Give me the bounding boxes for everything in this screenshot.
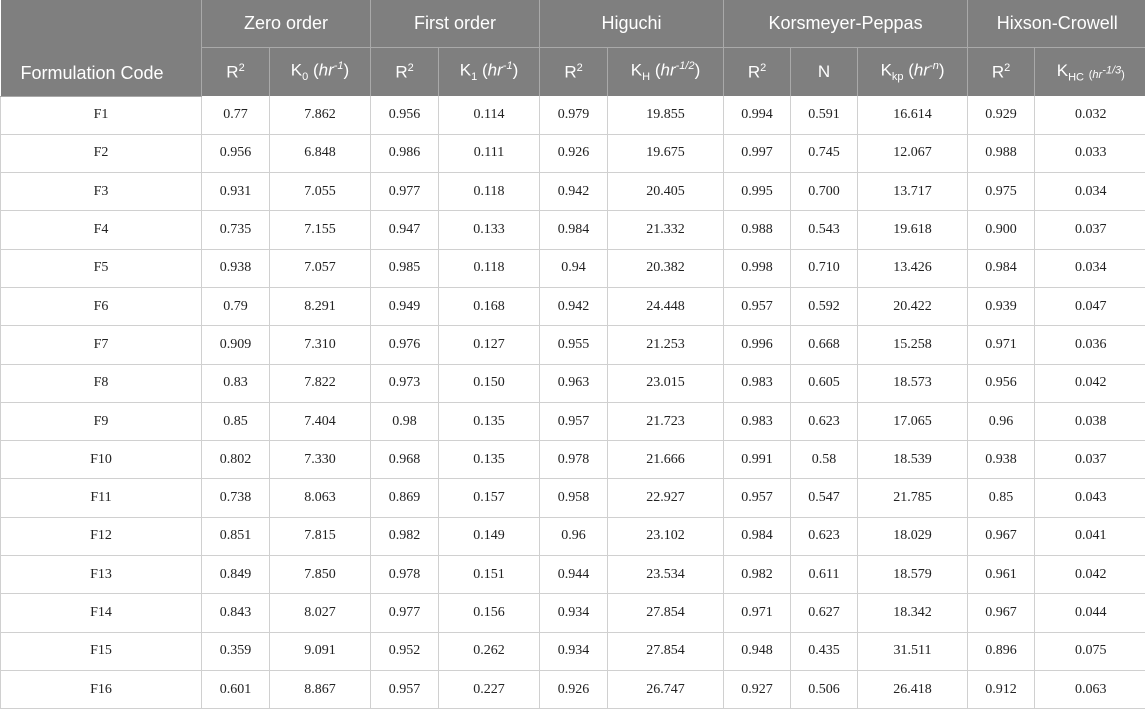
k1-cell: 0.114	[439, 96, 540, 134]
higuchi-r2-header: $R^2$	[540, 48, 608, 97]
korsmeyer-peppas-r2-header: $R^2$	[724, 48, 791, 97]
hixson-crowell-r2-cell: 0.929	[968, 96, 1035, 134]
hixson-crowell-r2-cell: 0.984	[968, 249, 1035, 287]
first-order-r2-cell: 0.985	[371, 249, 439, 287]
zero-order-r2-cell: 0.849	[202, 556, 270, 594]
higuchi-r2-cell: 0.955	[540, 326, 608, 364]
table-header	[1, 0, 1145, 96]
k1-header: $K_1$ $(hr^{-1})$	[439, 48, 540, 97]
n-cell: 0.592	[791, 287, 858, 325]
k1-cell: 0.135	[439, 441, 540, 479]
korsmeyer-peppas-r2-cell: 0.996	[724, 326, 791, 364]
hixson-crowell-r2-cell: 0.967	[968, 594, 1035, 632]
higuchi-r2-cell: 0.979	[540, 96, 608, 134]
hixson-crowell-r2-cell: 0.971	[968, 326, 1035, 364]
first-order-r2-cell: 0.986	[371, 134, 439, 172]
k0-cell: 7.862	[270, 96, 371, 134]
kh-cell: 27.854	[608, 632, 724, 670]
kh-cell: 23.534	[608, 556, 724, 594]
kh-cell: 27.854	[608, 594, 724, 632]
khc-cell: 0.042	[1035, 556, 1145, 594]
table-body	[1, 96, 1145, 709]
hixson-crowell-r2-cell: 0.961	[968, 556, 1035, 594]
formulation-code-cell: F6	[1, 287, 202, 325]
kh-cell: 20.382	[608, 249, 724, 287]
hixson-crowell-r2-cell: 0.988	[968, 134, 1035, 172]
k1-cell: 0.151	[439, 556, 540, 594]
n-cell: 0.623	[791, 402, 858, 440]
korsmeyer-peppas-r2-cell: 0.957	[724, 479, 791, 517]
k1-cell: 0.157	[439, 479, 540, 517]
kh-cell: 19.675	[608, 134, 724, 172]
k0-cell: 7.057	[270, 249, 371, 287]
formulation-code-cell: F15	[1, 632, 202, 670]
formulation-code-cell: F7	[1, 326, 202, 364]
kkp-cell: 15.258	[858, 326, 968, 364]
kkp-header: $K_{kp}$ $(hr^{-n})$	[858, 48, 968, 97]
kkp-cell: 19.618	[858, 211, 968, 249]
k1-cell: 0.118	[439, 249, 540, 287]
n-header: N	[791, 48, 858, 97]
higuchi-r2-cell: 0.934	[540, 594, 608, 632]
k1-cell: 0.118	[439, 173, 540, 211]
khc-cell: 0.041	[1035, 517, 1145, 555]
k0-cell: 9.091	[270, 632, 371, 670]
zero-order-r2-cell: 0.909	[202, 326, 270, 364]
kh-cell: 26.747	[608, 670, 724, 708]
kkp-cell: 12.067	[858, 134, 968, 172]
zero-order-r2-cell: 0.77	[202, 96, 270, 134]
first-order-r2-cell: 0.98	[371, 402, 439, 440]
k1-cell: 0.227	[439, 670, 540, 708]
n-cell: 0.605	[791, 364, 858, 402]
kh-cell: 23.102	[608, 517, 724, 555]
kkp-cell: 13.717	[858, 173, 968, 211]
first-order-r2-cell: 0.968	[371, 441, 439, 479]
korsmeyer-peppas-header: Korsmeyer-Peppas	[724, 0, 968, 48]
hixson-crowell-r2-cell: 0.938	[968, 441, 1035, 479]
formulation-code-cell: F16	[1, 670, 202, 708]
hixson-crowell-r2-cell: 0.956	[968, 364, 1035, 402]
hixson-crowell-r2-cell: 0.896	[968, 632, 1035, 670]
n-cell: 0.668	[791, 326, 858, 364]
higuchi-r2-cell: 0.94	[540, 249, 608, 287]
zero-order-r2-cell: 0.843	[202, 594, 270, 632]
n-cell: 0.745	[791, 134, 858, 172]
higuchi-header: Higuchi	[540, 0, 724, 48]
higuchi-r2-cell: 0.984	[540, 211, 608, 249]
khc-cell: 0.044	[1035, 594, 1145, 632]
k0-cell: 7.815	[270, 517, 371, 555]
zero-order-r2-cell: 0.738	[202, 479, 270, 517]
k0-header: $K_0$ $(hr^{-1})$	[270, 48, 371, 97]
khc-cell: 0.033	[1035, 134, 1145, 172]
first-order-r2-cell: 0.947	[371, 211, 439, 249]
table-row	[1, 556, 1145, 594]
k0-cell: 7.850	[270, 556, 371, 594]
formulation-code-cell: F5	[1, 249, 202, 287]
table-row	[1, 632, 1145, 670]
korsmeyer-peppas-r2-cell: 0.982	[724, 556, 791, 594]
formulation-code-header: Formulation Code	[1, 0, 202, 96]
table-row	[1, 249, 1145, 287]
k1-cell: 0.127	[439, 326, 540, 364]
higuchi-r2-cell: 0.963	[540, 364, 608, 402]
n-cell: 0.700	[791, 173, 858, 211]
n-cell: 0.58	[791, 441, 858, 479]
k0-cell: 7.822	[270, 364, 371, 402]
first-order-r2-cell: 0.869	[371, 479, 439, 517]
higuchi-r2-cell: 0.958	[540, 479, 608, 517]
khc-cell: 0.034	[1035, 249, 1145, 287]
first-order-r2-header: $R^2$	[371, 48, 439, 97]
hixson-crowell-r2-cell: 0.96	[968, 402, 1035, 440]
kh-cell: 21.666	[608, 441, 724, 479]
zero-order-r2-cell: 0.851	[202, 517, 270, 555]
formulation-code-cell: F4	[1, 211, 202, 249]
hixson-crowell-r2-cell: 0.967	[968, 517, 1035, 555]
formulation-code-cell: F1	[1, 96, 202, 134]
k1-cell: 0.156	[439, 594, 540, 632]
zero-order-r2-cell: 0.956	[202, 134, 270, 172]
kkp-cell: 13.426	[858, 249, 968, 287]
higuchi-r2-cell: 0.942	[540, 287, 608, 325]
korsmeyer-peppas-r2-cell: 0.984	[724, 517, 791, 555]
zero-order-header: Zero order	[202, 0, 371, 48]
first-order-r2-cell: 0.976	[371, 326, 439, 364]
table-row	[1, 441, 1145, 479]
n-cell: 0.547	[791, 479, 858, 517]
k1-cell: 0.168	[439, 287, 540, 325]
first-order-r2-cell: 0.978	[371, 556, 439, 594]
korsmeyer-peppas-r2-cell: 0.983	[724, 402, 791, 440]
hixson-crowell-r2-cell: 0.939	[968, 287, 1035, 325]
korsmeyer-peppas-r2-cell: 0.957	[724, 287, 791, 325]
kh-cell: 19.855	[608, 96, 724, 134]
higuchi-r2-cell: 0.926	[540, 670, 608, 708]
k1-cell: 0.149	[439, 517, 540, 555]
k0-cell: 6.848	[270, 134, 371, 172]
table-row	[1, 211, 1145, 249]
hixson-crowell-r2-cell: 0.912	[968, 670, 1035, 708]
khc-cell: 0.037	[1035, 441, 1145, 479]
table-row	[1, 594, 1145, 632]
kkp-cell: 31.511	[858, 632, 968, 670]
kkp-cell: 18.579	[858, 556, 968, 594]
first-order-r2-cell: 0.957	[371, 670, 439, 708]
korsmeyer-peppas-r2-cell: 0.927	[724, 670, 791, 708]
hixson-crowell-r2-cell: 0.900	[968, 211, 1035, 249]
zero-order-r2-cell: 0.938	[202, 249, 270, 287]
table-row	[1, 479, 1145, 517]
zero-order-r2-cell: 0.85	[202, 402, 270, 440]
khc-cell: 0.075	[1035, 632, 1145, 670]
k0-cell: 7.055	[270, 173, 371, 211]
korsmeyer-peppas-r2-cell: 0.991	[724, 441, 791, 479]
table-row	[1, 402, 1145, 440]
korsmeyer-peppas-r2-cell: 0.995	[724, 173, 791, 211]
k0-cell: 7.330	[270, 441, 371, 479]
kkp-cell: 16.614	[858, 96, 968, 134]
k1-cell: 0.133	[439, 211, 540, 249]
formulation-code-cell: F14	[1, 594, 202, 632]
first-order-r2-cell: 0.982	[371, 517, 439, 555]
khc-cell: 0.037	[1035, 211, 1145, 249]
formulation-code-cell: F13	[1, 556, 202, 594]
hixson-crowell-header: Hixson-Crowell	[968, 0, 1145, 48]
hixson-crowell-r2-cell: 0.85	[968, 479, 1035, 517]
n-cell: 0.543	[791, 211, 858, 249]
kkp-cell: 26.418	[858, 670, 968, 708]
k1-cell: 0.111	[439, 134, 540, 172]
higuchi-r2-cell: 0.942	[540, 173, 608, 211]
zero-order-r2-cell: 0.79	[202, 287, 270, 325]
k0-cell: 7.310	[270, 326, 371, 364]
kh-cell: 21.723	[608, 402, 724, 440]
zero-order-r2-cell: 0.931	[202, 173, 270, 211]
formulation-code-cell: F2	[1, 134, 202, 172]
zero-order-r2-header: $R^2$	[202, 48, 270, 97]
table-row	[1, 670, 1145, 708]
first-order-header: First order	[371, 0, 540, 48]
table-row	[1, 96, 1145, 134]
kh-header: $K_H$ $(hr^{-1/2})$	[608, 48, 724, 97]
table-row	[1, 326, 1145, 364]
k0-cell: 7.404	[270, 402, 371, 440]
k1-cell: 0.150	[439, 364, 540, 402]
first-order-r2-cell: 0.977	[371, 173, 439, 211]
formulation-code-cell: F10	[1, 441, 202, 479]
higuchi-r2-cell: 0.926	[540, 134, 608, 172]
k0-cell: 8.063	[270, 479, 371, 517]
kh-cell: 20.405	[608, 173, 724, 211]
formulation-code-cell: F8	[1, 364, 202, 402]
zero-order-r2-cell: 0.83	[202, 364, 270, 402]
khc-cell: 0.034	[1035, 173, 1145, 211]
khc-cell: 0.043	[1035, 479, 1145, 517]
korsmeyer-peppas-r2-cell: 0.948	[724, 632, 791, 670]
formulation-code-cell: F3	[1, 173, 202, 211]
formulation-code-cell: F12	[1, 517, 202, 555]
khc-header: $K_{HC}$ $(hr^{-1/3})$	[1035, 48, 1145, 97]
table-row	[1, 517, 1145, 555]
table-row	[1, 134, 1145, 172]
zero-order-r2-cell: 0.359	[202, 632, 270, 670]
table-row	[1, 173, 1145, 211]
kkp-cell: 18.342	[858, 594, 968, 632]
kh-cell: 23.015	[608, 364, 724, 402]
khc-cell: 0.042	[1035, 364, 1145, 402]
kkp-cell: 18.029	[858, 517, 968, 555]
table-row	[1, 364, 1145, 402]
khc-cell: 0.032	[1035, 96, 1145, 134]
k0-cell: 7.155	[270, 211, 371, 249]
first-order-r2-cell: 0.956	[371, 96, 439, 134]
hixson-crowell-r2-cell: 0.975	[968, 173, 1035, 211]
khc-cell: 0.047	[1035, 287, 1145, 325]
formulation-code-cell: F11	[1, 479, 202, 517]
k1-cell: 0.135	[439, 402, 540, 440]
n-cell: 0.435	[791, 632, 858, 670]
kkp-cell: 18.539	[858, 441, 968, 479]
khc-cell: 0.038	[1035, 402, 1145, 440]
k0-cell: 8.291	[270, 287, 371, 325]
zero-order-r2-cell: 0.601	[202, 670, 270, 708]
zero-order-r2-cell: 0.802	[202, 441, 270, 479]
n-cell: 0.627	[791, 594, 858, 632]
k0-cell: 8.027	[270, 594, 371, 632]
n-cell: 0.611	[791, 556, 858, 594]
k0-cell: 8.867	[270, 670, 371, 708]
n-cell: 0.506	[791, 670, 858, 708]
n-cell: 0.591	[791, 96, 858, 134]
first-order-r2-cell: 0.977	[371, 594, 439, 632]
khc-cell: 0.036	[1035, 326, 1145, 364]
first-order-r2-cell: 0.952	[371, 632, 439, 670]
korsmeyer-peppas-r2-cell: 0.994	[724, 96, 791, 134]
kkp-cell: 21.785	[858, 479, 968, 517]
kkp-cell: 18.573	[858, 364, 968, 402]
korsmeyer-peppas-r2-cell: 0.988	[724, 211, 791, 249]
khc-cell: 0.063	[1035, 670, 1145, 708]
kkp-cell: 20.422	[858, 287, 968, 325]
korsmeyer-peppas-r2-cell: 0.983	[724, 364, 791, 402]
higuchi-r2-cell: 0.934	[540, 632, 608, 670]
kh-cell: 24.448	[608, 287, 724, 325]
kh-cell: 21.332	[608, 211, 724, 249]
k1-cell: 0.262	[439, 632, 540, 670]
higuchi-r2-cell: 0.957	[540, 402, 608, 440]
hixson-crowell-r2-header: $R^2$	[968, 48, 1035, 97]
korsmeyer-peppas-r2-cell: 0.997	[724, 134, 791, 172]
korsmeyer-peppas-r2-cell: 0.971	[724, 594, 791, 632]
first-order-r2-cell: 0.949	[371, 287, 439, 325]
formulation-code-cell: F9	[1, 402, 202, 440]
korsmeyer-peppas-r2-cell: 0.998	[724, 249, 791, 287]
kh-cell: 21.253	[608, 326, 724, 364]
kkp-cell: 17.065	[858, 402, 968, 440]
higuchi-r2-cell: 0.944	[540, 556, 608, 594]
higuchi-r2-cell: 0.978	[540, 441, 608, 479]
table-row	[1, 287, 1145, 325]
zero-order-r2-cell: 0.735	[202, 211, 270, 249]
n-cell: 0.623	[791, 517, 858, 555]
higuchi-r2-cell: 0.96	[540, 517, 608, 555]
n-cell: 0.710	[791, 249, 858, 287]
first-order-r2-cell: 0.973	[371, 364, 439, 402]
kh-cell: 22.927	[608, 479, 724, 517]
